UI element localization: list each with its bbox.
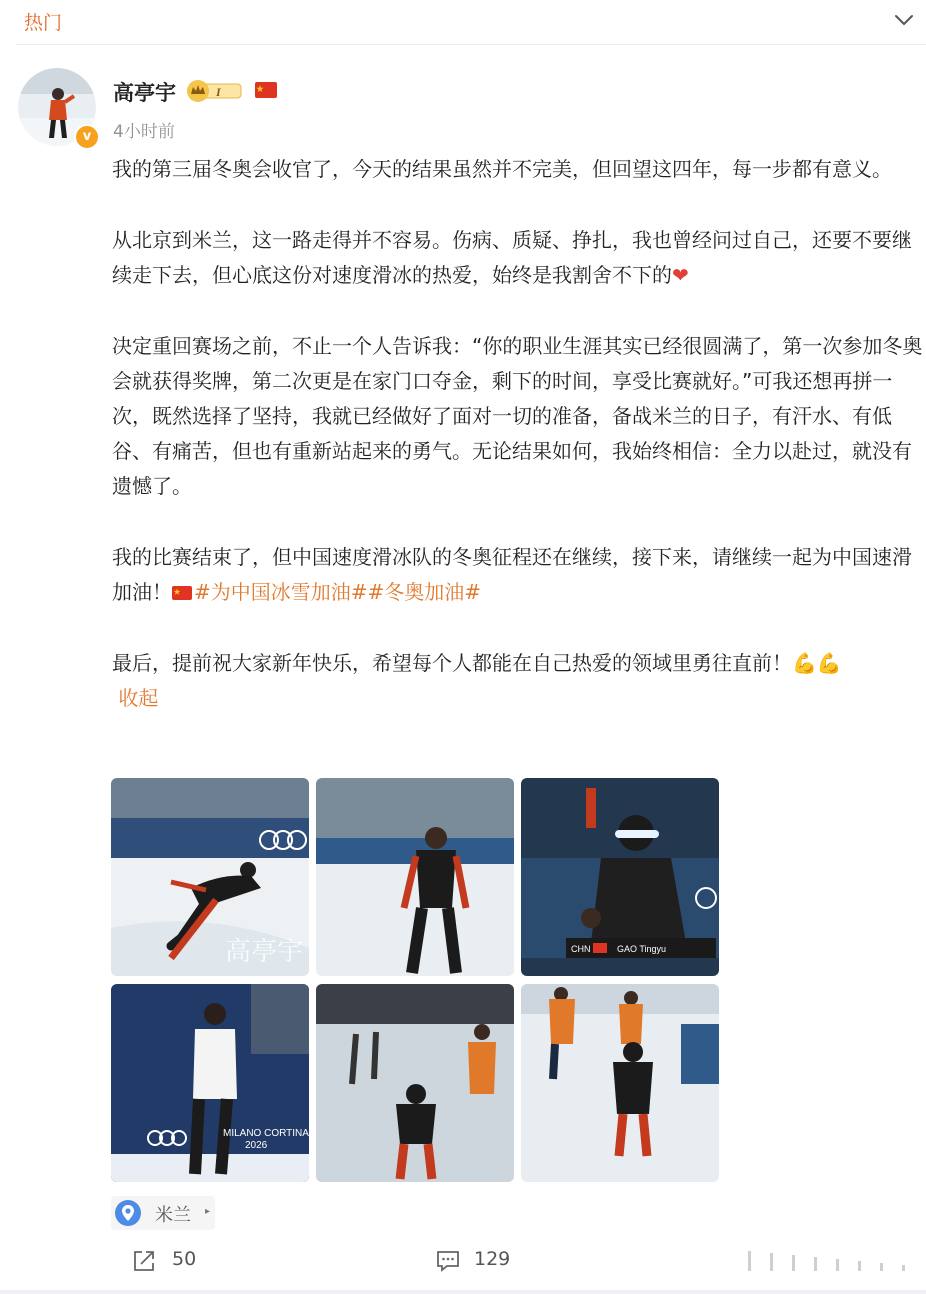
paragraph-4-text: 我的比赛结束了，但中国速度滑冰队的冬奥征程还在继续，接下来，请继续一起为中国速滑加油！	[112, 545, 912, 604]
china-flag-icon	[255, 82, 277, 98]
chevron-right-icon: ▸	[205, 1206, 211, 1217]
hot-section-title: 热门	[24, 12, 63, 34]
paragraph-2-text: 从北京到米兰，这一路走得并不容易。伤病、质疑、挣扎，我也曾经问过自己，还要不要继续走下去，但心底这份对速度滑冰的热爱，始终是我割舍不下的	[112, 228, 912, 287]
location-name: 米兰	[155, 1205, 191, 1226]
photo-1[interactable]	[111, 778, 309, 976]
action-bar	[0, 1240, 926, 1280]
flexed-biceps-icon: 💪💪	[792, 651, 842, 675]
photo-2[interactable]	[316, 778, 514, 976]
location-tag[interactable]	[111, 1196, 215, 1230]
paragraph-5	[112, 646, 924, 716]
vip-level: I	[216, 85, 221, 99]
photo-3-athlete-name: GAO Tingyu	[617, 944, 667, 954]
avatar[interactable]	[18, 68, 98, 148]
china-flag-icon	[172, 586, 192, 600]
chevron-down-icon[interactable]	[892, 8, 916, 32]
paragraph-1: 我的第三届冬奥会收官了，今天的结果虽然并不完美，但回望这四年，每一步都有意义。	[112, 157, 892, 181]
paragraph-4	[112, 540, 924, 610]
paragraph-5-text: 最后，提前祝大家新年快乐，希望每个人都能在自己热爱的领域里勇往直前！	[112, 651, 792, 675]
photo-5[interactable]	[316, 984, 514, 1182]
verified-badge-icon: v	[74, 124, 100, 150]
divider	[16, 44, 926, 45]
comment-button[interactable]	[435, 1240, 525, 1280]
paragraph-3: 决定重回赛场之前，不止一个人告诉我：“你的职业生涯其实已经很圆满了，第一次参加冬奥会就获得奖牌，第二次更是在家门口夺金，剩下的时间，享受比赛就好。”可我还想再拼一次，既然选择了坚持，我就已经做好了面对一切的准备，备战米兰的日子，有汗水、有低谷、有痛苦，但也有重新站起来的勇气。无论结果如何，我始终相信：全力以赴过，就没有遗憾了。	[112, 334, 923, 498]
share-icon	[132, 1249, 156, 1273]
photo-3[interactable]	[521, 778, 719, 976]
post-body	[112, 152, 924, 716]
username[interactable]: 高亭宇	[113, 81, 176, 105]
like-button[interactable]	[740, 1240, 920, 1280]
photo-6[interactable]	[521, 984, 719, 1182]
repost-count: 50	[172, 1248, 197, 1270]
photo-4-text-2: 2026	[245, 1140, 268, 1151]
photo-4[interactable]	[111, 984, 309, 1182]
hashtag-link[interactable]: #为中国冰雪加油#	[194, 580, 368, 604]
photo-1-caption: 高亭宇	[225, 937, 304, 967]
hashtag-link[interactable]: #冬奥加油#	[367, 580, 482, 604]
top-bar	[0, 0, 926, 44]
bottom-divider	[0, 1290, 926, 1294]
photo-3-country: CHN	[571, 944, 591, 954]
comment-count: 129	[474, 1248, 511, 1270]
photo-4-text-1: MILANO CORTINA	[223, 1128, 309, 1139]
paragraph-2	[112, 223, 924, 293]
vip-badge-icon[interactable]	[185, 79, 243, 103]
comment-icon	[435, 1249, 461, 1273]
photo-grid	[111, 778, 721, 1182]
location-pin-icon	[115, 1200, 141, 1226]
collapse-link[interactable]: 收起	[118, 686, 159, 710]
post-time: 4小时前	[113, 122, 175, 142]
repost-button[interactable]	[132, 1240, 212, 1280]
like-icon	[740, 1249, 920, 1273]
heart-icon: ❤	[672, 263, 689, 287]
